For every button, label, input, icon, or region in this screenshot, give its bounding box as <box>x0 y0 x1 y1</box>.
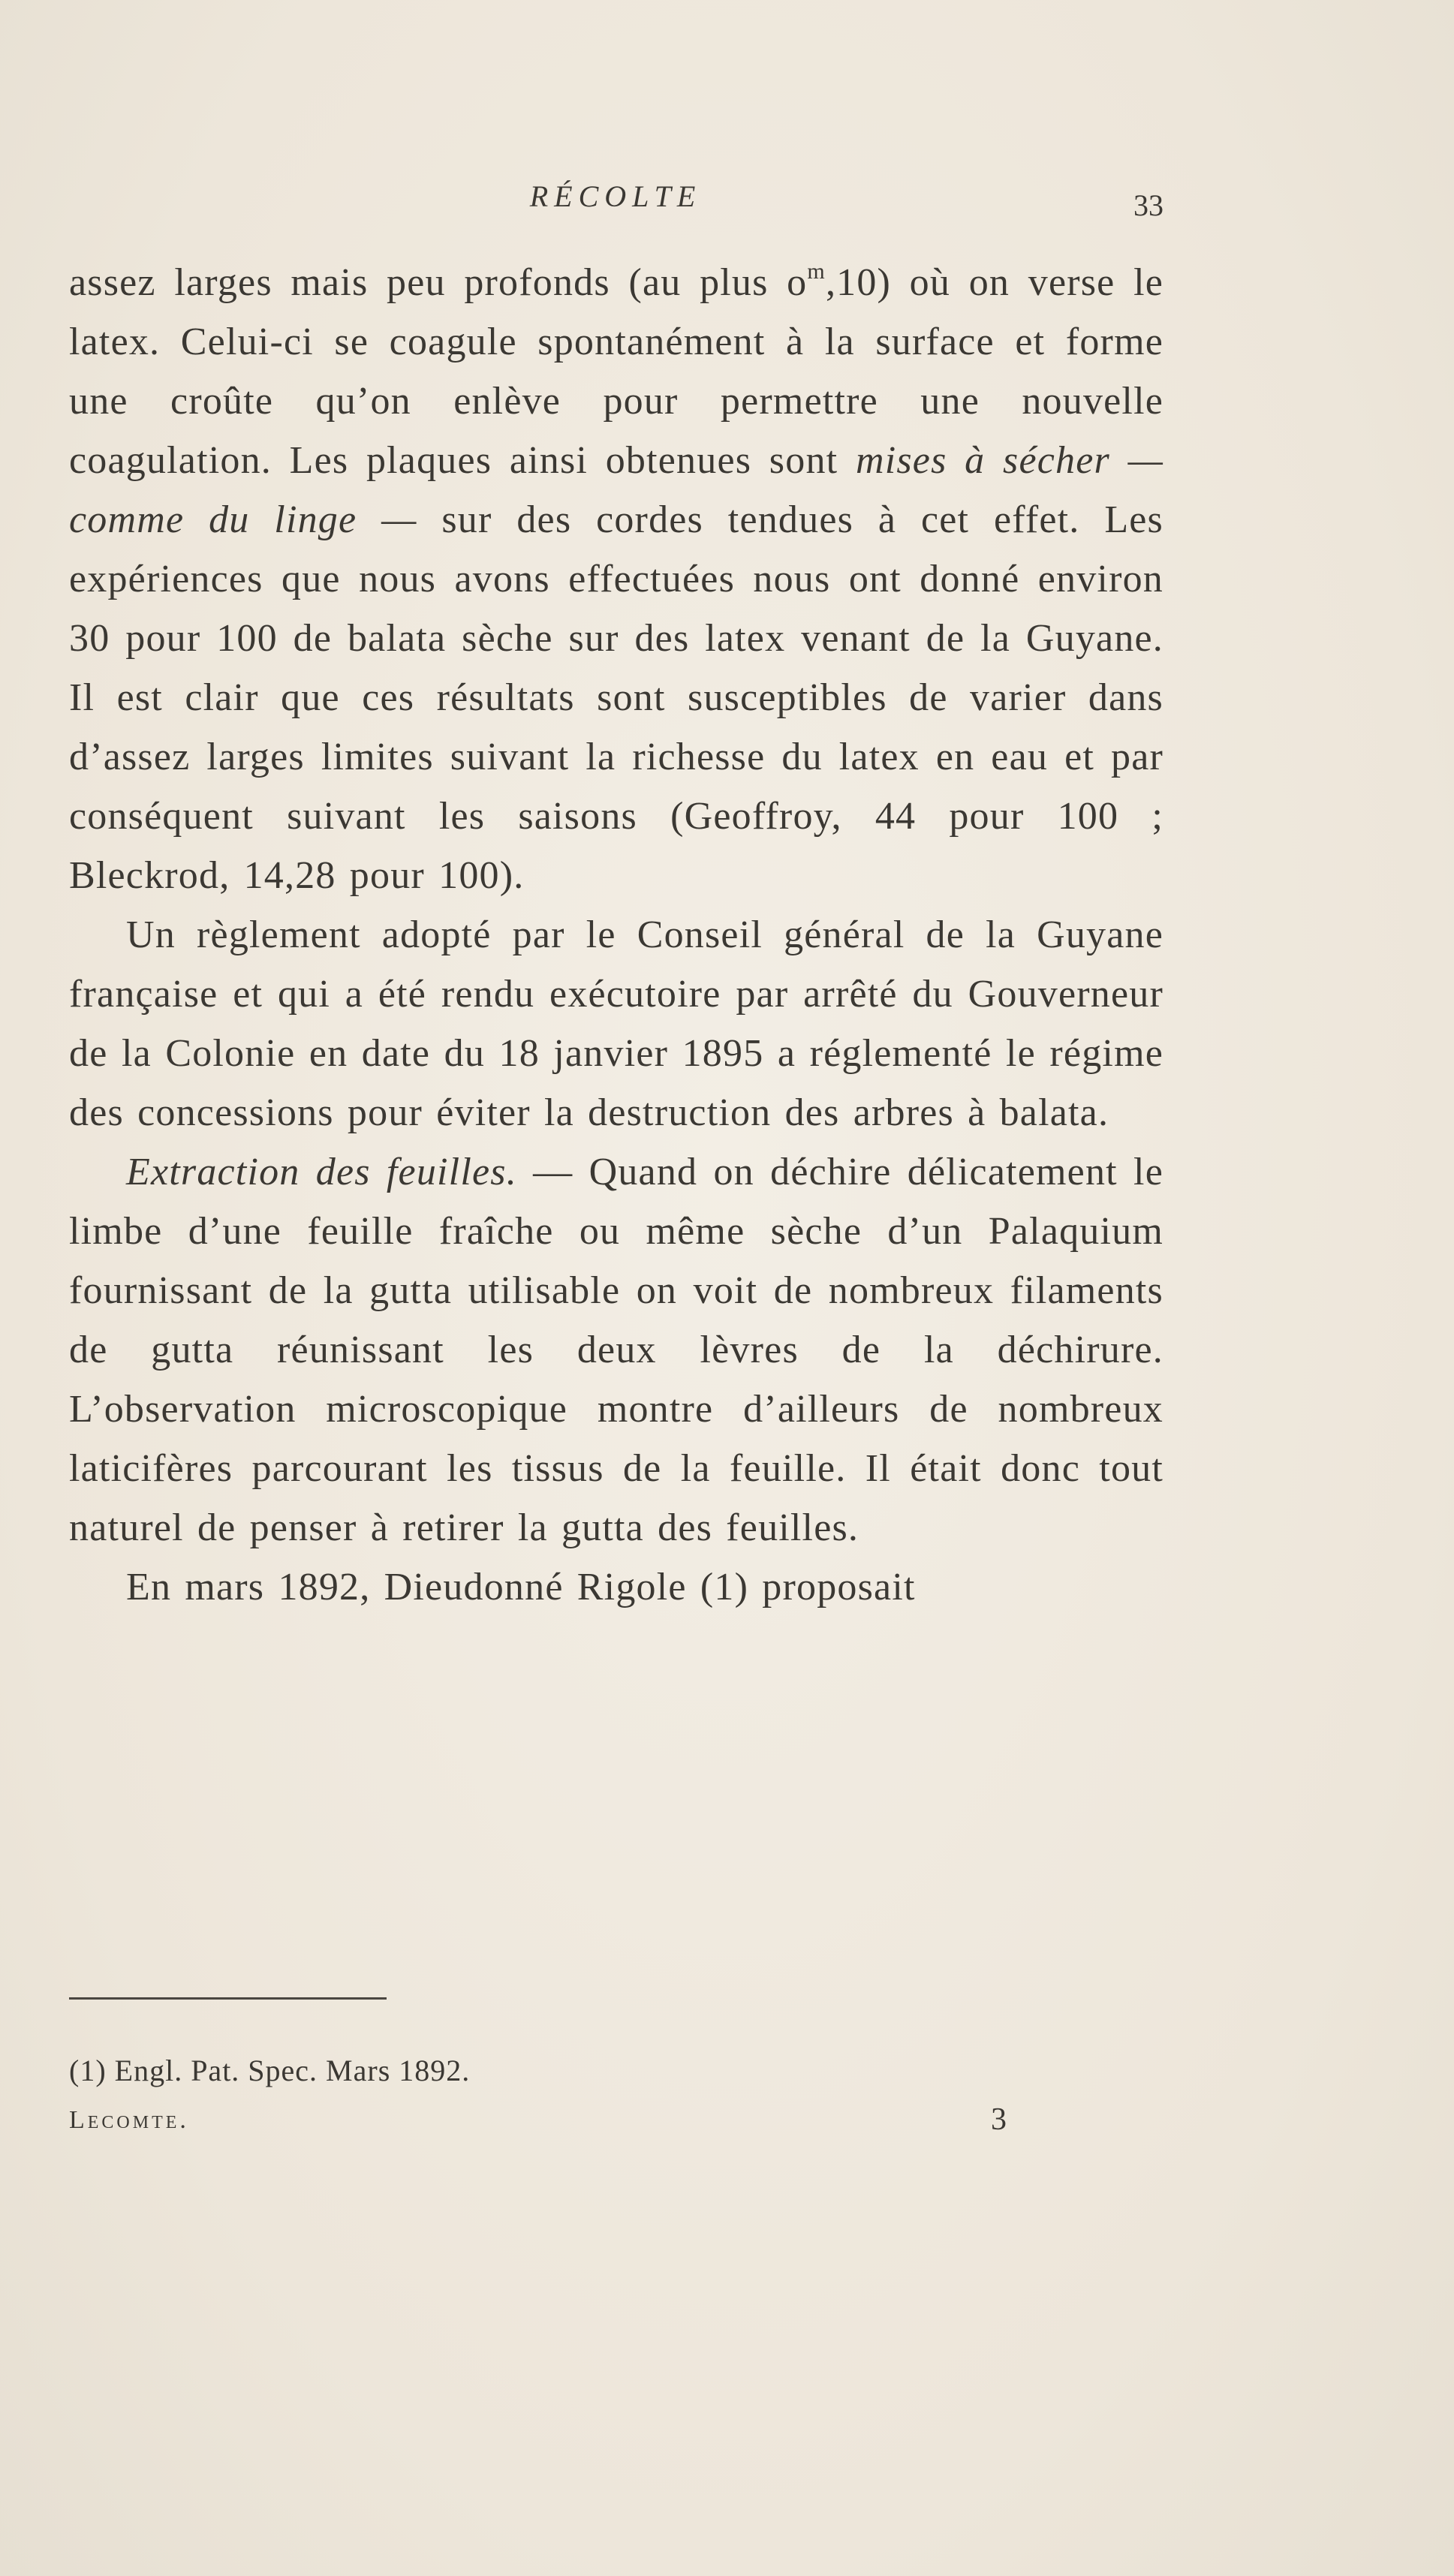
paragraph-1 <box>69 242 1164 905</box>
signature-sheet-mark: 3 <box>991 2102 1007 2137</box>
para1-part-a: assez larges mais peu profonds (au plus o <box>69 261 808 304</box>
para1-part-b: ,10) où on verse le latex. Celui-ci se coagule spontanément à la surface et forme une croûte qu’on enlève pour permettre une nouvelle coagulation. Les plaques ainsi obtenues sont <box>69 261 1164 482</box>
footnote: (1) Engl. Pat. Spec. Mars 1892. <box>69 2054 471 2087</box>
running-head <box>68 179 1164 224</box>
paragraph-3-text: — Quand on déchire délicatement le limbe d’une feuille fraîche ou même sèche d’un Palaquium fournissant de la gutta utilisable on voit de nombreux filaments de gutta réunissant les deux lèvres de la déchirure. L’observation microscopique montre d’ailleurs de nombreux laticifères parcourant les tissus de la feuille. Il était donc tout naturel de penser à retirer la gutta des feuilles. <box>69 1151 1164 1549</box>
para1-italic-phrase: mises à sécher — comme du linge — <box>69 439 1164 541</box>
body-text <box>69 242 1164 1617</box>
signature-author: Lecomte. <box>69 2106 189 2134</box>
running-title: RÉCOLTE <box>529 179 702 213</box>
paragraph-4: En mars 1892, Dieudonné Rigole (1) proposait <box>126 1566 916 1608</box>
footnote-rule <box>69 1997 387 2000</box>
para1-part-c: sur des cordes tendues à cet effet. Les expériences que nous avons effectuées nous ont donné environ 30 pour 100 de balata sèche sur des latex venant de la Guyane. Il est clair que ces résultats sont susceptibles de varier dans d’assez larges limites suivant la richesse du latex en eau et par conséquent suivant les saisons (Geoffroy, 44 pour 100 ; Bleckrod, 14,28 pour 100). <box>69 498 1164 897</box>
paragraph-2: Un règlement adopté par le Conseil général de la Guyane française et qui a été rendu exécutoire par arrêté du Gouverneur de la Colonie en date du 18 janvier 1895 a réglementé le régime des concessions pour éviter la destruction des arbres à balata. <box>69 913 1164 1134</box>
section-heading-extraction: Extraction des feuilles. <box>126 1151 517 1193</box>
page-number: 33 <box>1133 188 1164 222</box>
superscript-m: m <box>807 259 826 284</box>
paragraph-3 <box>69 1142 1164 1557</box>
